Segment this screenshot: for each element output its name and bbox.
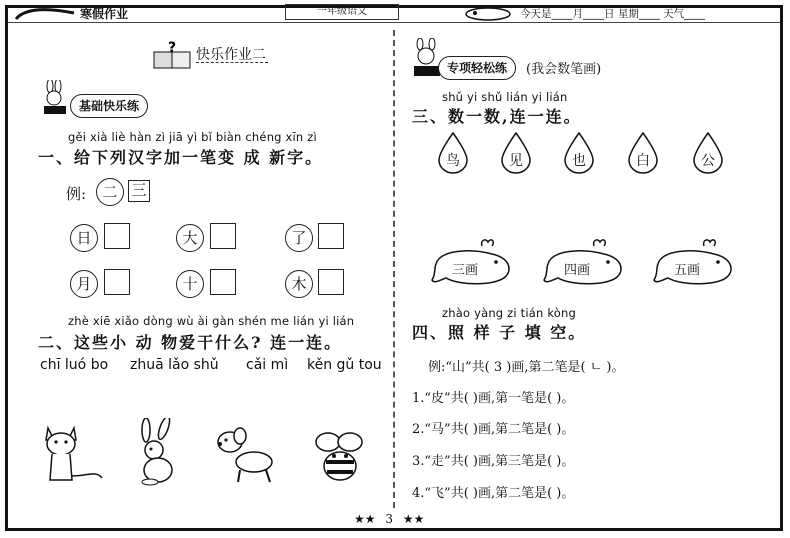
header-left-title: 寒假作业 (80, 7, 129, 21)
q1-answer-box[interactable] (104, 223, 130, 249)
section-badge-basic: 基础快乐练 (70, 94, 148, 118)
column-divider (393, 30, 395, 508)
whale-stroke-count[interactable] (652, 236, 738, 292)
page-title: 快乐作业二 (196, 47, 266, 63)
footer-stars-right: ★★ (402, 512, 425, 526)
droplet-char[interactable] (692, 132, 724, 178)
header-rule (8, 22, 780, 23)
droplet-char[interactable] (627, 132, 659, 178)
whale-label: 四画 (564, 263, 591, 278)
q4-row[interactable]: 1.“皮”共( )画,第一笔是( )。 (412, 391, 575, 406)
q1-example-base: 二 (96, 178, 124, 206)
q1-item-char: 木 (285, 270, 313, 298)
q1-text: 一、给下列汉字加一笔变 成 新字。 (38, 148, 324, 167)
q1-pinyin: gěi xià liè hàn zì jiā yì bǐ biàn chéng xīn zì (68, 130, 317, 144)
cat-icon[interactable] (40, 420, 106, 490)
droplet-char[interactable] (500, 132, 532, 178)
q4-pinyin: zhào yàng zi tián kòng (442, 306, 577, 320)
q1-item-char: 十 (176, 270, 204, 298)
q1-item-char: 了 (285, 224, 313, 252)
q4-row[interactable]: 2.“马”共( )画,第二笔是( )。 (412, 422, 575, 437)
q1-item-char: 大 (176, 224, 204, 252)
whale-stroke-count[interactable] (542, 236, 628, 292)
q1-answer-box[interactable] (318, 269, 344, 295)
q4-row[interactable]: 3.“走”共( )画,第三笔是( )。 (412, 454, 575, 469)
page-footer (354, 512, 424, 526)
footer-stars-left: ★★ (354, 512, 376, 526)
q1-answer-box[interactable] (210, 269, 236, 295)
page-number: 3 (385, 512, 393, 526)
q2-action: chī luó bo (40, 357, 109, 373)
droplet-label: 鸟 (446, 153, 460, 169)
q1-item-char: 日 (70, 224, 98, 252)
q4-row[interactable]: 4.“飞”共( )画,第二笔是( )。 (412, 486, 575, 501)
rabbit-mascot-icon (40, 80, 70, 120)
header-cartoon-icon (463, 5, 513, 25)
q1-answer-box[interactable] (318, 223, 344, 249)
whale-label: 三画 (452, 263, 479, 278)
q3-pinyin: shǔ yi shǔ lián yi lián (442, 90, 568, 104)
droplet-char[interactable] (563, 132, 595, 178)
svg-text:?: ? (168, 40, 177, 56)
section-badge-practice: 专项轻松练 (438, 56, 516, 80)
header-date-line: 今天是____月____日 星期____ 天气____ (520, 8, 706, 20)
q1-example-answer: 三 (128, 180, 150, 202)
q1-item-char: 月 (70, 270, 98, 298)
droplet-label: 公 (701, 153, 715, 169)
header-logo-icon (14, 6, 76, 25)
homework-icon (152, 40, 194, 76)
q4-text: 四、照 样 子 填 空。 (412, 323, 587, 342)
whale-label: 五画 (674, 263, 701, 278)
q1-answer-box[interactable] (104, 269, 130, 295)
rabbit-icon[interactable] (134, 418, 184, 490)
q2-action: cǎi mì (246, 357, 289, 373)
q2-text: 二、这些小 动 物爱干什么? 连一连。 (38, 333, 343, 352)
droplet-label: 见 (509, 153, 523, 169)
title-underline (196, 62, 268, 63)
girl-mascot-icon (412, 38, 442, 84)
whale-stroke-count[interactable] (430, 236, 516, 292)
bee-icon[interactable] (310, 430, 370, 492)
q2-action: kěn gǔ tou (307, 357, 382, 373)
q1-answer-box[interactable] (210, 223, 236, 249)
header-center-tab: 一年级语文 (285, 4, 399, 20)
droplet-label: 也 (572, 153, 586, 169)
dog-icon[interactable] (216, 426, 278, 488)
q2-action: zhuā lǎo shǔ (130, 357, 219, 373)
q4-example: 例:“山”共( 3 )画,第二笔是( ㄴ )。 (428, 360, 625, 375)
q3-text: 三、数一数,连一连。 (412, 107, 582, 126)
q2-pinyin: zhè xiē xiǎo dòng wù ài gàn shén me lián yi lián (68, 314, 355, 328)
section-note: (我会数笔画) (526, 62, 602, 77)
droplet-label: 白 (636, 153, 650, 169)
droplet-char[interactable] (437, 132, 469, 178)
q1-example-label: 例: (66, 185, 87, 203)
